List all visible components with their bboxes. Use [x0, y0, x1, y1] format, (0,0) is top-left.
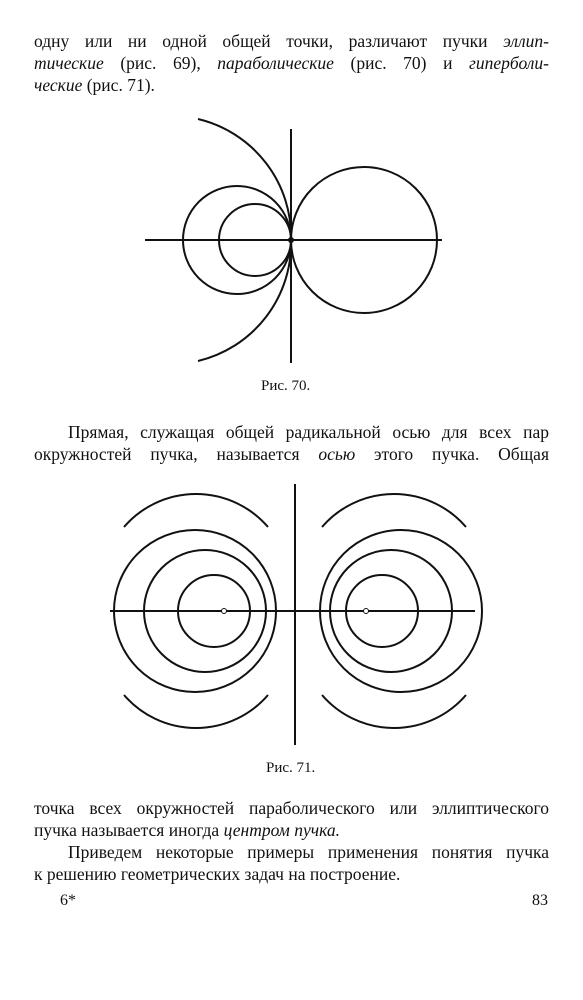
fig71-right-circle-1	[346, 575, 418, 647]
text-line-1	[34, 30, 549, 52]
fig71-right-circle-2	[330, 550, 452, 672]
fig70-center-point	[288, 237, 294, 243]
fig71-right-circle-3	[320, 530, 482, 692]
italic-term-elliptic-cont: тические	[34, 53, 104, 73]
fig71-left-limit-point	[222, 609, 227, 614]
text-fragment: к решению геометрических задач на построение.	[34, 864, 401, 884]
text-line-2	[34, 52, 549, 74]
signature-mark: 6*	[60, 892, 76, 909]
fig71-right-arc-bottom	[322, 695, 466, 728]
fig70-circle-right	[291, 167, 437, 313]
italic-term-hyperbolic: гиперболи-	[469, 53, 549, 73]
figure-70-caption: Рис. 70.	[261, 378, 311, 394]
fig70-large-arc-bottom	[198, 240, 291, 361]
italic-term-center: центром пучка.	[223, 820, 340, 840]
text-fragment: Прямая, служащая общей радикальной осью для всех пар	[68, 422, 549, 442]
fig71-left-circle-3	[114, 530, 276, 692]
text-line-7	[34, 819, 549, 841]
text-line-8	[68, 841, 549, 863]
page-number: 83	[532, 892, 548, 909]
text-line-5	[34, 443, 549, 465]
fig71-left-circle-2	[144, 550, 266, 672]
text-fragment: этого пучка. Общая	[355, 444, 549, 464]
text-fragment: окружностей пучка, называется	[34, 444, 319, 464]
fig71-left-circle-1	[178, 575, 250, 647]
text-line-3	[34, 74, 549, 96]
text-fragment: (рис. 71).	[82, 75, 155, 95]
fig71-left-arc-bottom	[124, 695, 268, 728]
fig71-left-arc-top	[124, 494, 268, 527]
text-fragment: (рис. 69),	[103, 53, 218, 73]
text-fragment: Приведем некоторые примеры применения понятия пучка	[68, 842, 549, 862]
text-line-9	[34, 863, 549, 885]
italic-term-axis: осью	[318, 444, 356, 464]
fig71-right-arc-top	[322, 494, 466, 527]
italic-term-hyperbolic-cont: ческие	[34, 75, 83, 95]
italic-term-parabolic: параболические	[217, 53, 334, 73]
fig70-large-arc-top	[198, 119, 291, 240]
text-fragment: одну или ни одной общей точки, различают пучки	[34, 31, 504, 51]
text-line-4	[68, 421, 549, 443]
text-line-6	[34, 797, 549, 819]
fig70-circle-small	[219, 204, 291, 276]
text-fragment: пучка называется иногда	[34, 820, 224, 840]
text-fragment: (рис. 70) и	[333, 53, 470, 73]
fig71-right-limit-point	[364, 609, 369, 614]
fig70-circle-medium	[183, 186, 291, 294]
italic-term-elliptic: эллип-	[503, 31, 549, 51]
text-fragment: точка всех окружностей параболического или эллиптического	[34, 798, 549, 818]
figure-71-caption: Рис. 71.	[266, 760, 316, 776]
